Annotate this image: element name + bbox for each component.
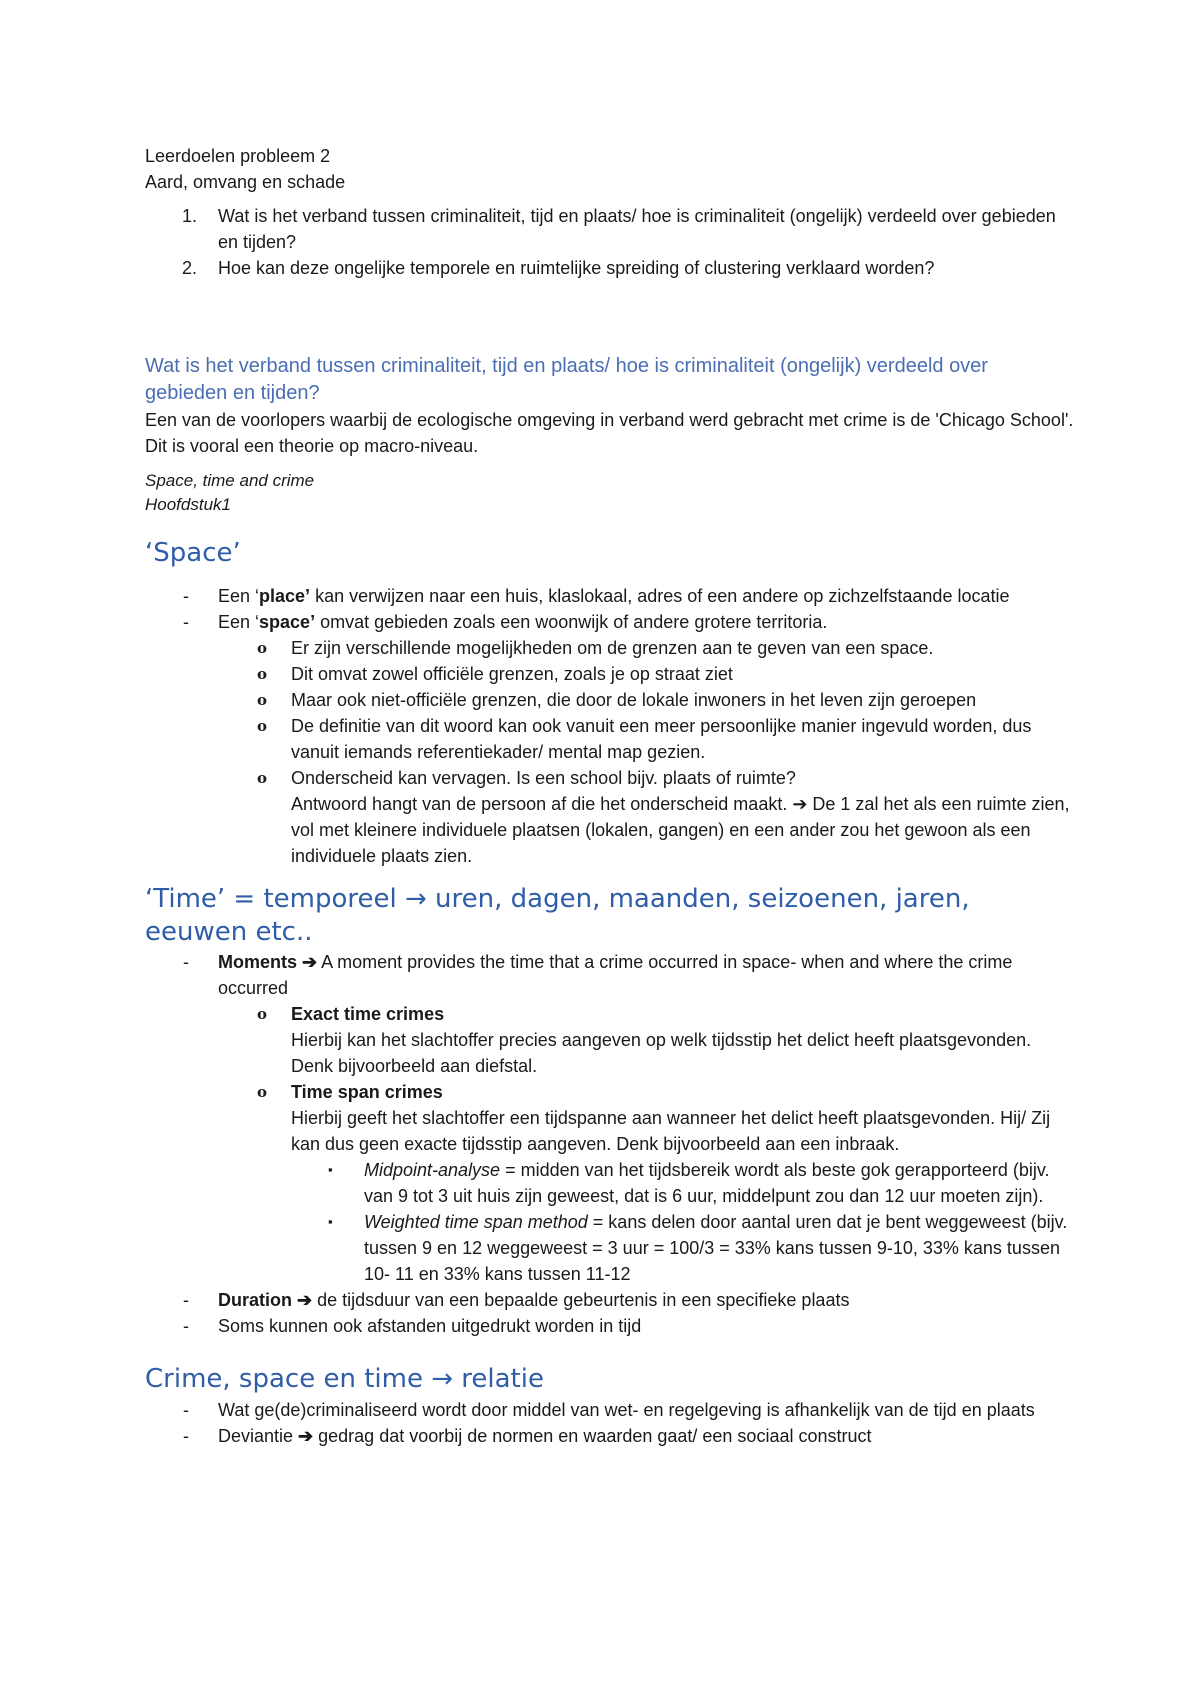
- relation-heading: Crime, space en time → relatie: [145, 1364, 544, 1394]
- space-list: [145, 583, 1075, 869]
- goal-number: 2.: [182, 258, 198, 278]
- goal-item: [145, 255, 1075, 281]
- space-sublist: [218, 635, 1075, 869]
- goal-number: 1.: [182, 206, 198, 226]
- list-item: - Een ‘space’ omvat gebieden zoals een woonwijk of andere grotere territoria. o Er zijn verschillende mogelijkheden om de grenzen aan te geven van een space. o Dit omvat zowel officiële grenzen, zoals je op straat ziet o Maar ook niet-officiële grenzen, die door de lokale inwoners in het leven zijn geroepen o De definitie van dit woord kan ook vanuit een meer persoonlijke manier ingevuld worden, dus vanuit iemands referentiekader/ mental map gezien. o Onderscheid kan vervagen. Is een school bijv. plaats of ruimte? Antwoord hangt van de persoon af die het onderscheid maakt. ➔ De 1 zal het als een ruimte zien, vol met kleinere individuele plaatsen (lokalen, gangen) en een ander zou het gewoon als een individuele plaats zien.: [145, 609, 1075, 869]
- list-item: o Dit omvat zowel officiële grenzen, zoals je op straat ziet: [257, 664, 733, 684]
- learning-goals-list: [145, 203, 1075, 281]
- list-item: ▪ Weighted time span method = kans delen door aantal uren dat je bent weggeweest (bijv. tussen 9 en 12 weggeweest = 3 uur = 100/3 = 33% kans tussen 9-10, 33% kans tussen 10- 11 en 33% kans tussen 11-12: [328, 1212, 1068, 1284]
- goal-item: [145, 203, 1075, 255]
- list-item: - Een ‘place’ kan verwijzen naar een huis, klaslokaal, adres of een andere op zichzelfstaande locatie: [183, 586, 1010, 606]
- document-page: [145, 143, 1075, 1449]
- span-methods-list: [291, 1157, 1075, 1287]
- list-item: ▪ Midpoint-analyse = midden van het tijdsbereik wordt als beste gok gerapporteerd (bijv. van 9 tot 3 uit huis zijn geweest, dat is 6 uur, middelpunt zou dan 12 uur moeten zijn).: [328, 1160, 1050, 1206]
- source-chapter: Hoofdstuk1: [145, 495, 231, 514]
- list-item: - Duration ➔ de tijdsduur van een bepaalde gebeurtenis in een specifieke plaats: [183, 1290, 850, 1310]
- goal-text: Hoe kan deze ongelijke temporele en ruimtelijke spreiding of clustering verklaard worden?: [218, 258, 935, 278]
- list-item: - Moments ➔ A moment provides the time that a crime occurred in space- when and where the crime occurred o Exact time crimes Hierbij kan het slachtoffer precies aangeven op welk tijdsstip het delict heeft plaatsgevonden. Denk bijvoorbeeld aan diefstal. o Time span crimes Hierbij geeft het slachtoffer een tijdspanne aan wanneer het delict heeft plaatsgevonden. Hij/ Zij kan dus geen exacte tijdsstip aangeven. Denk bijvoorbeeld aan een inbraak. ▪ Midpoint-analyse = midden van het tijdsbereik wordt als beste gok gerapporteerd (bijv. van 9 tot 3 uit huis zijn geweest, dat is 6 uur, middelpunt zou dan 12 uur moeten zijn). ▪ Weighted time span method = kans delen door aantal uren dat je bent weggeweest (bijv. tussen 9 en 12 weggeweest = 3 uur = 100/3 = 33% kans tussen 9-10, 33% kans tussen 10- 11 en 33% kans tussen 11-12: [145, 949, 1075, 1287]
- time-heading: ‘Time’ = temporeel → uren, dagen, maanden, seizoenen, jaren, eeuwen etc..: [145, 884, 970, 947]
- list-item: o Exact time crimes Hierbij kan het slachtoffer precies aangeven op welk tijdsstip het delict heeft plaatsgevonden. Denk bijvoorbeeld aan diefstal.: [257, 1004, 1032, 1076]
- list-item: o De definitie van dit woord kan ook vanuit een meer persoonlijke manier ingevuld worden, dus vanuit iemands referentiekader/ mental map gezien.: [257, 716, 1032, 762]
- space-heading: ‘Space’: [145, 538, 241, 568]
- source-book: Space, time and crime: [145, 471, 315, 490]
- doc-title: Leerdoelen probleem 2: [145, 146, 331, 166]
- intro-paragraph: Een van de voorlopers waarbij de ecologische omgeving in verband werd gebracht met crime is de 'Chicago School'. Dit is vooral een theorie op macro-niveau.: [145, 410, 1074, 456]
- list-item: - Deviantie ➔ gedrag dat voorbij de normen en waarden gaat/ een sociaal construct: [183, 1426, 872, 1446]
- question-heading: Wat is het verband tussen criminaliteit, tijd en plaats/ hoe is criminaliteit (ongelijk) verdeeld over gebieden en tijden?: [145, 355, 988, 404]
- list-item: o Maar ook niet-officiële grenzen, die door de lokale inwoners in het leven zijn geroepen: [257, 690, 977, 710]
- list-item: - Soms kunnen ook afstanden uitgedrukt worden in tijd: [183, 1316, 642, 1336]
- doc-subtitle: Aard, omvang en schade: [145, 172, 346, 192]
- list-item: o Er zijn verschillende mogelijkheden om de grenzen aan te geven van een space.: [257, 638, 934, 658]
- list-item: - Wat ge(de)criminaliseerd wordt door middel van wet- en regelgeving is afhankelijk van de tijd en plaats: [183, 1400, 1035, 1420]
- goal-text: Wat is het verband tussen criminaliteit, tijd en plaats/ hoe is criminaliteit (ongelijk) verdeeld over gebieden en tijden?: [218, 206, 1056, 252]
- list-item: o Time span crimes Hierbij geeft het slachtoffer een tijdspanne aan wanneer het delict heeft plaatsgevonden. Hij/ Zij kan dus geen exacte tijdsstip aangeven. Denk bijvoorbeeld aan een inbraak. ▪ Midpoint-analyse = midden van het tijdsbereik wordt als beste gok gerapporteerd (bijv. van 9 tot 3 uit huis zijn geweest, dat is 6 uur, middelpunt zou dan 12 uur moeten zijn). ▪ Weighted time span method = kans delen door aantal uren dat je bent weggeweest (bijv. tussen 9 en 12 weggeweest = 3 uur = 100/3 = 33% kans tussen 9-10, 33% kans tussen 10- 11 en 33% kans tussen 11-12: [145, 1079, 1075, 1287]
- time-list: [145, 949, 1075, 1339]
- moments-sublist: [218, 1001, 1075, 1287]
- relation-list: [145, 1397, 1075, 1449]
- list-item: o Onderscheid kan vervagen. Is een school bijv. plaats of ruimte? Antwoord hangt van de persoon af die het onderscheid maakt. ➔ De 1 zal het als een ruimte zien, vol met kleinere individuele plaatsen (lokalen, gangen) en een ander zou het gewoon als een individuele plaats zien.: [257, 768, 1070, 866]
